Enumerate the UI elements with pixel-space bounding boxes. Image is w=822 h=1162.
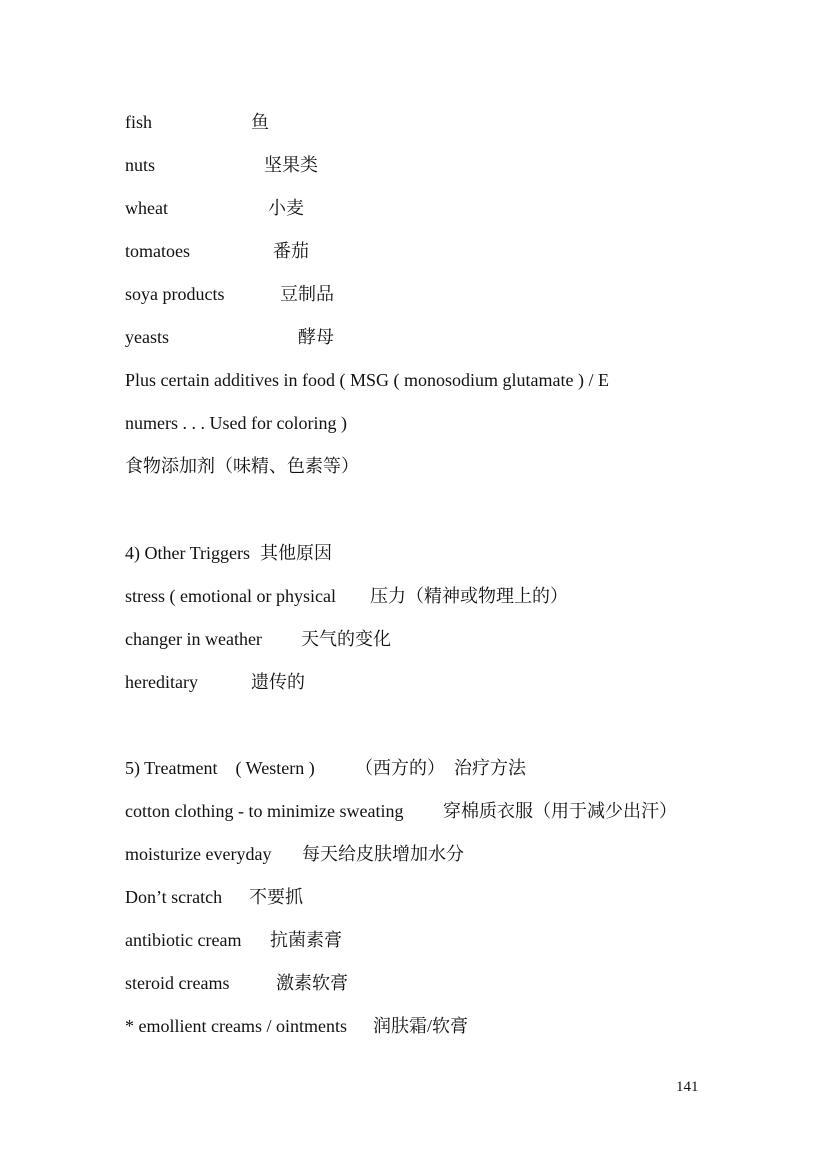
- treatment-chinese: 每天给皮肤增加水分: [302, 844, 464, 864]
- treatment-english: Don’t scratch: [125, 887, 223, 907]
- vocab-row: [125, 326, 334, 348]
- trigger-english: stress ( emotional or physical: [125, 586, 336, 606]
- treatment-english: antibiotic cream: [125, 930, 242, 950]
- vocab-english: nuts: [125, 155, 156, 175]
- trigger-english: hereditary: [125, 672, 198, 692]
- section-heading-other-triggers: [125, 542, 332, 564]
- treatment-row: [125, 972, 348, 994]
- vocab-english: wheat: [125, 198, 168, 218]
- treatment-chinese: 抗菌素膏: [270, 930, 342, 950]
- treatment-chinese: 穿棉质衣服（用于减少出汗）: [443, 801, 677, 821]
- vocab-chinese: 坚果类: [264, 155, 318, 175]
- trigger-chinese: 遗传的: [251, 672, 305, 692]
- treatment-english: * emollient creams / ointments: [125, 1016, 347, 1036]
- treatment-chinese: 激素软膏: [276, 973, 348, 993]
- section-heading-english: 4) Other Triggers: [125, 543, 250, 563]
- vocab-row: [125, 154, 318, 176]
- trigger-row: [125, 671, 305, 693]
- vocab-row: [125, 197, 304, 219]
- vocab-row: [125, 283, 334, 305]
- vocab-english: yeasts: [125, 327, 169, 347]
- treatment-row: [125, 843, 464, 865]
- vocab-chinese: 番茄: [273, 241, 309, 261]
- section-heading-english: 5) Treatment ( Western ): [125, 758, 315, 778]
- section-heading-treatment: [125, 757, 526, 779]
- treatment-row: [125, 886, 303, 908]
- treatment-english: moisturize everyday: [125, 844, 272, 864]
- vocab-row: [125, 111, 269, 133]
- treatment-english: steroid creams: [125, 973, 230, 993]
- vocab-chinese: 小麦: [268, 198, 304, 218]
- vocab-chinese: 酵母: [298, 327, 334, 347]
- treatment-row: [125, 929, 342, 951]
- vocab-row: [125, 240, 309, 262]
- trigger-english: changer in weather: [125, 629, 262, 649]
- additives-chinese: 食物添加剂（味精、色素等）: [125, 456, 359, 476]
- trigger-chinese: 天气的变化: [301, 629, 391, 649]
- vocab-chinese: 鱼: [251, 112, 269, 132]
- trigger-row: [125, 628, 391, 650]
- vocab-chinese: 豆制品: [280, 284, 334, 304]
- treatment-chinese: 不要抓: [249, 887, 303, 907]
- vocab-english: soya products: [125, 284, 225, 304]
- vocab-english: tomatoes: [125, 241, 190, 261]
- vocab-english: fish: [125, 112, 152, 132]
- trigger-chinese: 压力（精神或物理上的）: [370, 586, 568, 606]
- section-heading-chinese: （西方的） 治疗方法: [355, 758, 526, 778]
- treatment-english: cotton clothing - to minimize sweating: [125, 801, 404, 821]
- treatment-row: [125, 1015, 469, 1037]
- additives-text-line-1: Plus certain additives in food ( MSG ( monosodium glutamate ) / E: [125, 370, 609, 390]
- additives-text-line-2: numers . . . Used for coloring ): [125, 413, 347, 433]
- trigger-row: [125, 585, 568, 607]
- page-number: 141: [676, 1079, 699, 1095]
- treatment-chinese: 润肤霜/软膏: [373, 1016, 469, 1036]
- treatment-row: [125, 800, 677, 822]
- section-heading-chinese: 其他原因: [260, 543, 332, 563]
